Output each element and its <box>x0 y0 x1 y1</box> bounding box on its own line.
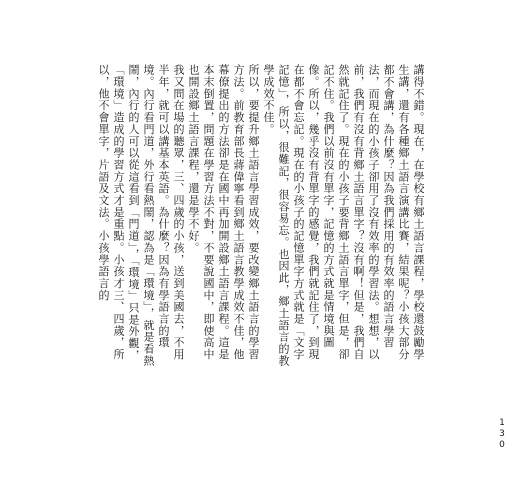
vertical-text-body <box>60 64 426 370</box>
paragraph-3: 我又問在場的聽眾，三、四歲的小孩，送到美國去，不用半年，就可以講基本英語。為什麼？因為有學語言的環境。內行看門道，外行看熱鬧，認為是「環境」，就是看熱鬧，內行的人可以從這看到「門道」，「環境」只是外觀，「環境」造成的學習方式才是重點。小孩才三、四歲，所以，他不會單字，片語及文法。小孩學語言的 <box>97 64 185 367</box>
paragraph-2: 所以，要提升鄉土語言學習成效，要改變鄉土語言的學習方法。前教育部長蔣偉寧看到鄉土語言教學成效不佳，他幕僚提出的方法卻是在國中再加開設鄉土語言課程。這是本末倒置，問題在學習方法不對，不要說國中，即使高中也開設鄉土語言課程，還是學不好。 <box>187 64 260 361</box>
page-number: 130 <box>497 418 507 451</box>
paragraph-1: 講得不錯。現在，在學校有鄉土語言課程，學校還鼓勵學生講，還有各種鄉土語言演講比賽，結果呢？小孩大部分都不會講，為什麼？因為我們採用的有效率的語言學習法，而現在的小孩子卻用了沒有效率的學習法。想想，以前，我們有沒有背鄉土語言單字？沒有啊！但是，我們自然就記住了。現在的小孩子要背鄉土語言單字，但是，卻記不住。我們以前沒有單字，記憶的方式就是情境與圖像。所以，幾乎沒有背單字的感覺，我們就記住了，到現在都不會忘記。現在的小孩子的記憶單字方式就是「文字記憶」，所以，很難記，很容易忘。也因此，鄉土語言的教學成效不佳。 <box>262 64 425 367</box>
